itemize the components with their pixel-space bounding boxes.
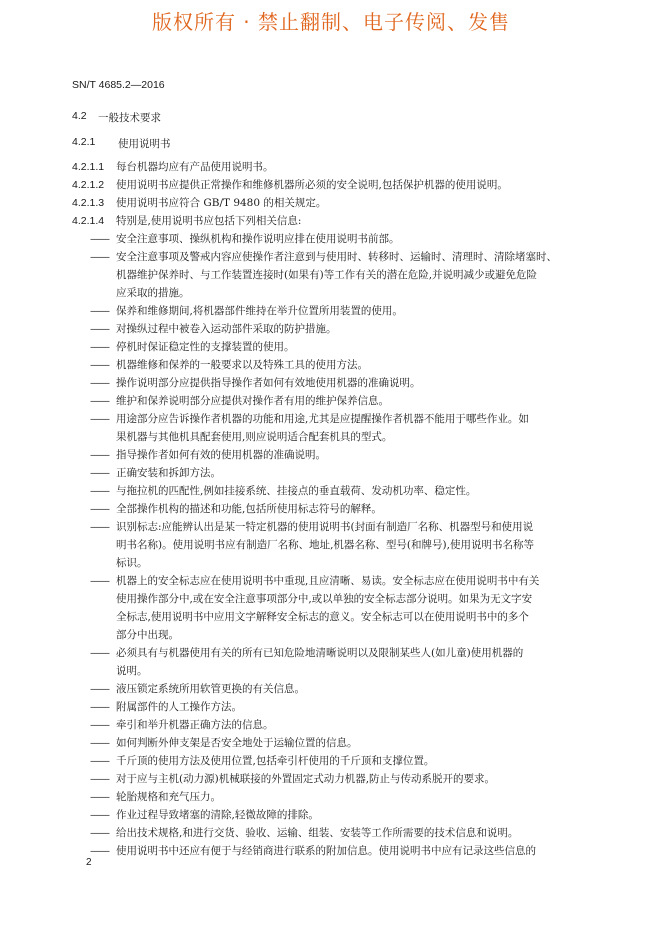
list-item-text: 使用说明书中还应有便于与经销商进行联系的附加信息。使用说明书中应有记录这些信息的 <box>116 845 536 857</box>
list-item-continuation <box>72 266 592 284</box>
clause-text: 使用说明书应符合 GB/T 9480 的相关规定。 <box>116 197 327 209</box>
dash-marker: —— <box>90 647 109 659</box>
list-item-text: 必须具有与机器使用有关的所有已知危险地清晰说明以及限制某些人(如儿童)使用机器的 <box>116 647 524 659</box>
list-item-line <box>72 500 592 518</box>
list-item-text: 全标志,使用说明书中应用文字解释安全标志的意义。安全标志可以在使用说明书中的多个 <box>116 611 529 623</box>
list-item-text: 部分中出现。 <box>116 629 179 641</box>
dash-marker: —— <box>90 683 109 695</box>
dash-marker: —— <box>90 827 109 839</box>
list-item <box>72 716 592 734</box>
list-item-text: 机器维修和保养的一般要求以及特殊工具的使用方法。 <box>116 359 368 371</box>
section-heading <box>72 110 592 125</box>
section-number: 4.2 <box>72 110 87 122</box>
list-item-text: 果机器与其他机具配套使用,则应说明适合配套机具的型式。 <box>116 431 393 443</box>
list-item-text: 说明。 <box>116 665 148 677</box>
list-item-text: 千斤顶的使用方法及使用位置,包括牵引杆使用的千斤顶和支撑位置。 <box>116 755 435 767</box>
list-item-line <box>72 356 592 374</box>
list-item <box>72 464 592 482</box>
list-item-text: 附属部件的人工操作方法。 <box>116 701 242 713</box>
subsection-number: 4.2.1 <box>72 136 96 148</box>
dash-marker: —— <box>90 791 109 803</box>
list-item-line <box>72 806 592 824</box>
list-item-line <box>72 410 592 428</box>
clause-number: 4.2.1.1 <box>72 161 105 173</box>
dash-marker: —— <box>90 377 109 389</box>
list-item <box>72 482 592 500</box>
list-item-continuation <box>72 662 592 680</box>
dash-marker: —— <box>90 773 109 785</box>
list-item <box>72 410 592 446</box>
copyright-watermark: 版权所有 · 禁止翻制、电子传阅、发售 <box>151 10 511 34</box>
list-item <box>72 500 592 518</box>
dash-marker: —— <box>90 305 109 317</box>
list-item-continuation <box>72 626 592 644</box>
list-item-line <box>72 338 592 356</box>
list-item-text: 机器维护保养时、与工作装置连接时(如果有)等工作有关的潜在危险,并说明减少或避免危险 <box>116 269 538 281</box>
list-item <box>72 518 592 572</box>
list-item-line <box>72 734 592 752</box>
list-item-text: 识别标志:应能辨认出是某一特定机器的使用说明书(封面有制造厂名称、机器型号和使用说 <box>116 521 534 533</box>
list-item <box>72 644 592 680</box>
clause <box>72 194 592 212</box>
list-item <box>72 320 592 338</box>
list-item-line <box>72 644 592 662</box>
clause-text: 使用说明书应提供正常操作和维修机器所必须的安全说明,包括保护机器的使用说明。 <box>116 179 508 191</box>
list-item-continuation <box>72 428 592 446</box>
clause-text: 每台机器均应有产品使用说明书。 <box>116 161 274 173</box>
subsection-heading <box>72 136 592 151</box>
list-item-text: 轮胎规格和充气压力。 <box>116 791 221 803</box>
dash-marker: —— <box>90 485 109 497</box>
list-item-text: 明书名称)。使用说明书应有制造厂名称、地址,机器名称、型号(和牌号),使用说明书名称等 <box>116 539 534 551</box>
list-item-continuation <box>72 608 592 626</box>
dash-marker: —— <box>90 359 109 371</box>
list-item <box>72 338 592 356</box>
list-item <box>72 248 592 302</box>
clause-number: 4.2.1.2 <box>72 179 105 191</box>
list-item-text: 保养和维修期间,将机器部件维持在举升位置所用装置的使用。 <box>116 305 403 317</box>
list-item-line <box>72 842 592 860</box>
list-item-text: 与拖拉机的匹配性,例如挂接系统、挂接点的垂直载荷、发动机功率、稳定性。 <box>116 485 477 497</box>
dash-marker: —— <box>90 251 109 263</box>
list-item-text: 作业过程导致堵塞的清除,轻微故障的排除。 <box>116 809 319 821</box>
list-item-line <box>72 788 592 806</box>
list-item-text: 维护和保养说明部分应提供对操作者有用的维护保养信息。 <box>116 395 389 407</box>
section-title: 一般技术要求 <box>98 112 161 124</box>
dash-marker: —— <box>90 719 109 731</box>
list-item <box>72 824 592 842</box>
list-item <box>72 734 592 752</box>
list-item-text: 应采取的措施。 <box>116 287 190 299</box>
list-item-text: 使用操作部分中,或在安全注意事项部分中,或以单独的安全标志部分说明。如果为无文字安 <box>116 593 533 605</box>
list-item-text: 给出技术规格,和进行交货、验收、运输、组装、安装等工作所需要的技术信息和说明。 <box>116 827 519 839</box>
dash-marker: —— <box>90 467 109 479</box>
list-item <box>72 392 592 410</box>
list-item-line <box>72 446 592 464</box>
list-item-text: 指导操作者如何有效的使用机器的准确说明。 <box>116 449 326 461</box>
list-item-text: 牵引和举升机器正确方法的信息。 <box>116 719 274 731</box>
list-item <box>72 698 592 716</box>
list-item-line <box>72 518 592 536</box>
dash-marker: —— <box>90 737 109 749</box>
list-item <box>72 446 592 464</box>
list-item-line <box>72 392 592 410</box>
list-item <box>72 842 592 860</box>
dash-list <box>72 230 592 860</box>
dash-marker: —— <box>90 845 109 857</box>
list-item-line <box>72 824 592 842</box>
list-item-line <box>72 680 592 698</box>
list-item-text: 正确安装和拆卸方法。 <box>116 467 221 479</box>
list-item-continuation <box>72 590 592 608</box>
clause <box>72 176 592 194</box>
list-item-continuation <box>72 554 592 572</box>
list-item <box>72 302 592 320</box>
list-item-line <box>72 482 592 500</box>
dash-marker: —— <box>90 809 109 821</box>
list-item-text: 操作说明部分应提供指导操作者如何有效地使用机器的准确说明。 <box>116 377 421 389</box>
clause-list <box>72 158 592 230</box>
dash-marker: —— <box>90 341 109 353</box>
list-item-text: 停机时保证稳定性的支撑装置的使用。 <box>116 341 295 353</box>
dash-marker: —— <box>90 575 109 587</box>
dash-marker: —— <box>90 395 109 407</box>
list-item <box>72 806 592 824</box>
dash-marker: —— <box>90 701 109 713</box>
list-item-line <box>72 248 592 266</box>
list-item-text: 用途部分应告诉操作者机器的功能和用途,尤其是应提醒操作者机器不能用于哪些作业。如 <box>116 413 529 425</box>
clause-number: 4.2.1.3 <box>72 197 105 209</box>
list-item-line <box>72 716 592 734</box>
list-item-text: 机器上的安全标志应在使用说明书中重现,且应清晰、易读。安全标志应在使用说明书中有关 <box>116 575 540 587</box>
subsection-title: 使用说明书 <box>118 138 171 150</box>
list-item-text: 液压锁定系统所用软管更换的有关信息。 <box>116 683 305 695</box>
list-item-line <box>72 572 592 590</box>
dash-marker: —— <box>90 449 109 461</box>
dash-marker: —— <box>90 521 109 533</box>
page-content <box>72 110 592 860</box>
list-item-continuation <box>72 284 592 302</box>
list-item <box>72 374 592 392</box>
list-item-text: 安全注意事项及警戒内容应使操作者注意到与使用时、转移时、运输时、清理时、清除堵塞时、 <box>116 251 557 263</box>
list-item-line <box>72 230 592 248</box>
list-item <box>72 788 592 806</box>
dash-marker: —— <box>90 323 109 335</box>
list-item-line <box>72 374 592 392</box>
standard-id: SN/T 4685.2—2016 <box>72 79 165 91</box>
list-item-text: 全部操作机构的描述和功能,包括所使用标志符号的解释。 <box>116 503 382 515</box>
list-item <box>72 680 592 698</box>
list-item <box>72 752 592 770</box>
list-item <box>72 230 592 248</box>
list-item-line <box>72 752 592 770</box>
clause-number: 4.2.1.4 <box>72 215 105 227</box>
list-item-line <box>72 698 592 716</box>
clause <box>72 158 592 176</box>
list-item <box>72 770 592 788</box>
clause <box>72 212 592 230</box>
dash-marker: —— <box>90 233 109 245</box>
list-item-text: 对于应与主机(动力源)机械联接的外置固定式动力机器,防止与传动系脱开的要求。 <box>116 773 496 785</box>
list-item-line <box>72 320 592 338</box>
dash-marker: —— <box>90 503 109 515</box>
list-item-text: 标识。 <box>116 557 148 569</box>
list-item-line <box>72 464 592 482</box>
list-item-text: 如何判断外伸支架是否安全地处于运输位置的信息。 <box>116 737 358 749</box>
list-item <box>72 356 592 374</box>
list-item-continuation <box>72 536 592 554</box>
list-item-line <box>72 770 592 788</box>
list-item-line <box>72 302 592 320</box>
dash-marker: —— <box>90 413 109 425</box>
clause-text: 特别是,使用说明书应包括下列相关信息: <box>116 215 302 227</box>
list-item-text: 安全注意事项、操纵机构和操作说明应排在使用说明书前部。 <box>116 233 400 245</box>
list-item-text: 对操纵过程中被卷入运动部件采取的防护措施。 <box>116 323 337 335</box>
page-number: 2 <box>86 857 92 868</box>
list-item <box>72 572 592 644</box>
dash-marker: —— <box>90 755 109 767</box>
